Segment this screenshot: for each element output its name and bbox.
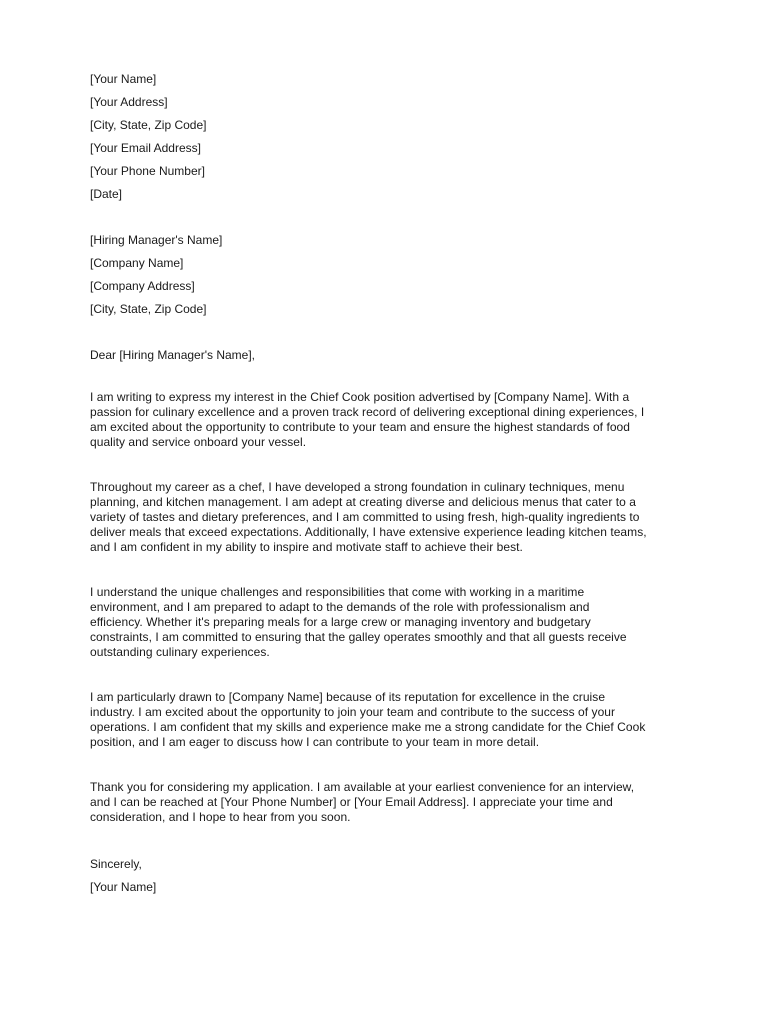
body-paragraph-4 [90,690,680,750]
signature-name: [Your Name] [90,880,157,894]
sender-name: [Your Name] [90,72,157,86]
recipient-name: [Hiring Manager's Name] [90,233,223,247]
paragraph-line: variety of tastes and dietary preferences, and I am committed to using fresh, high-quality ingredients to [90,510,640,524]
paragraph-line: quality and service onboard your vessel. [90,435,307,449]
paragraph-line: Throughout my career as a chef, I have developed a strong foundation in culinary techniques, menu [90,480,625,494]
sender-email: [Your Email Address] [90,141,201,155]
recipient-block [90,231,680,323]
sender-address: [Your Address] [90,95,168,109]
paragraph-line: and I am confident in my ability to inspire and motivate staff to achieve their best. [90,540,523,554]
body-paragraph-1 [90,390,680,450]
paragraph-line: am excited about the opportunity to contribute to your team and ensure the highest standards of food [90,420,631,434]
paragraph-line: passion for culinary excellence and a proven track record of delivering exceptional dining experiences, I [90,405,645,419]
paragraph-line: position, and I am eager to discuss how I can contribute to your team in more detail. [90,735,540,749]
paragraph-line: industry. I am excited about the opportunity to join your team and contribute to the success of your [90,705,616,719]
paragraph-line: I am writing to express my interest in the Chief Cook position advertised by [Company Name]. With a [90,390,630,404]
paragraph-line: environment, and I am prepared to adapt to the demands of the role with professionalism and [90,600,590,614]
paragraph-line: outstanding culinary experiences. [90,645,270,659]
paragraph-line: efficiency. Whether it's preparing meals for a large crew or managing inventory and budgetary [90,615,591,629]
paragraph-line: I am particularly drawn to [Company Name] because of its reputation for excellence in the cruise [90,690,606,704]
recipient-address: [Company Address] [90,279,195,293]
paragraph-line: constraints, I am committed to ensuring that the galley operates smoothly and that all guests receive [90,630,627,644]
sender-phone: [Your Phone Number] [90,164,205,178]
body-paragraph-3 [90,585,680,660]
spacer [90,323,680,346]
recipient-company: [Company Name] [90,256,184,270]
paragraph-line: planning, and kitchen management. I am adept at creating diverse and delicious menus that cater to a [90,495,636,509]
paragraph-line: consideration, and I hope to hear from you soon. [90,810,351,824]
spacer [90,208,680,231]
sender-block [90,70,680,208]
letter-date: [Date] [90,187,123,201]
letter-page [90,70,680,901]
paragraph-line: I understand the unique challenges and responsibilities that come with working in a maritime [90,585,585,599]
closing: Sincerely, [90,857,142,871]
paragraph-line: Thank you for considering my application. I am available at your earliest convenience for an interview, [90,780,635,794]
body-paragraph-5 [90,780,680,825]
paragraph-line: operations. I am confident that my skills and experience make me a strong candidate for the Chief Cook [90,720,646,734]
sender-city-state-zip: [City, State, Zip Code] [90,118,207,132]
salutation: Dear [Hiring Manager's Name], [90,348,256,362]
paragraph-line: and I can be reached at [Your Phone Number] or [Your Email Address]. I appreciate your time and [90,795,613,809]
paragraph-line: deliver meals that exceed expectations. Additionally, I have extensive experience leading kitchen teams, [90,525,647,539]
body-paragraph-2 [90,480,680,555]
recipient-city-state-zip: [City, State, Zip Code] [90,302,207,316]
